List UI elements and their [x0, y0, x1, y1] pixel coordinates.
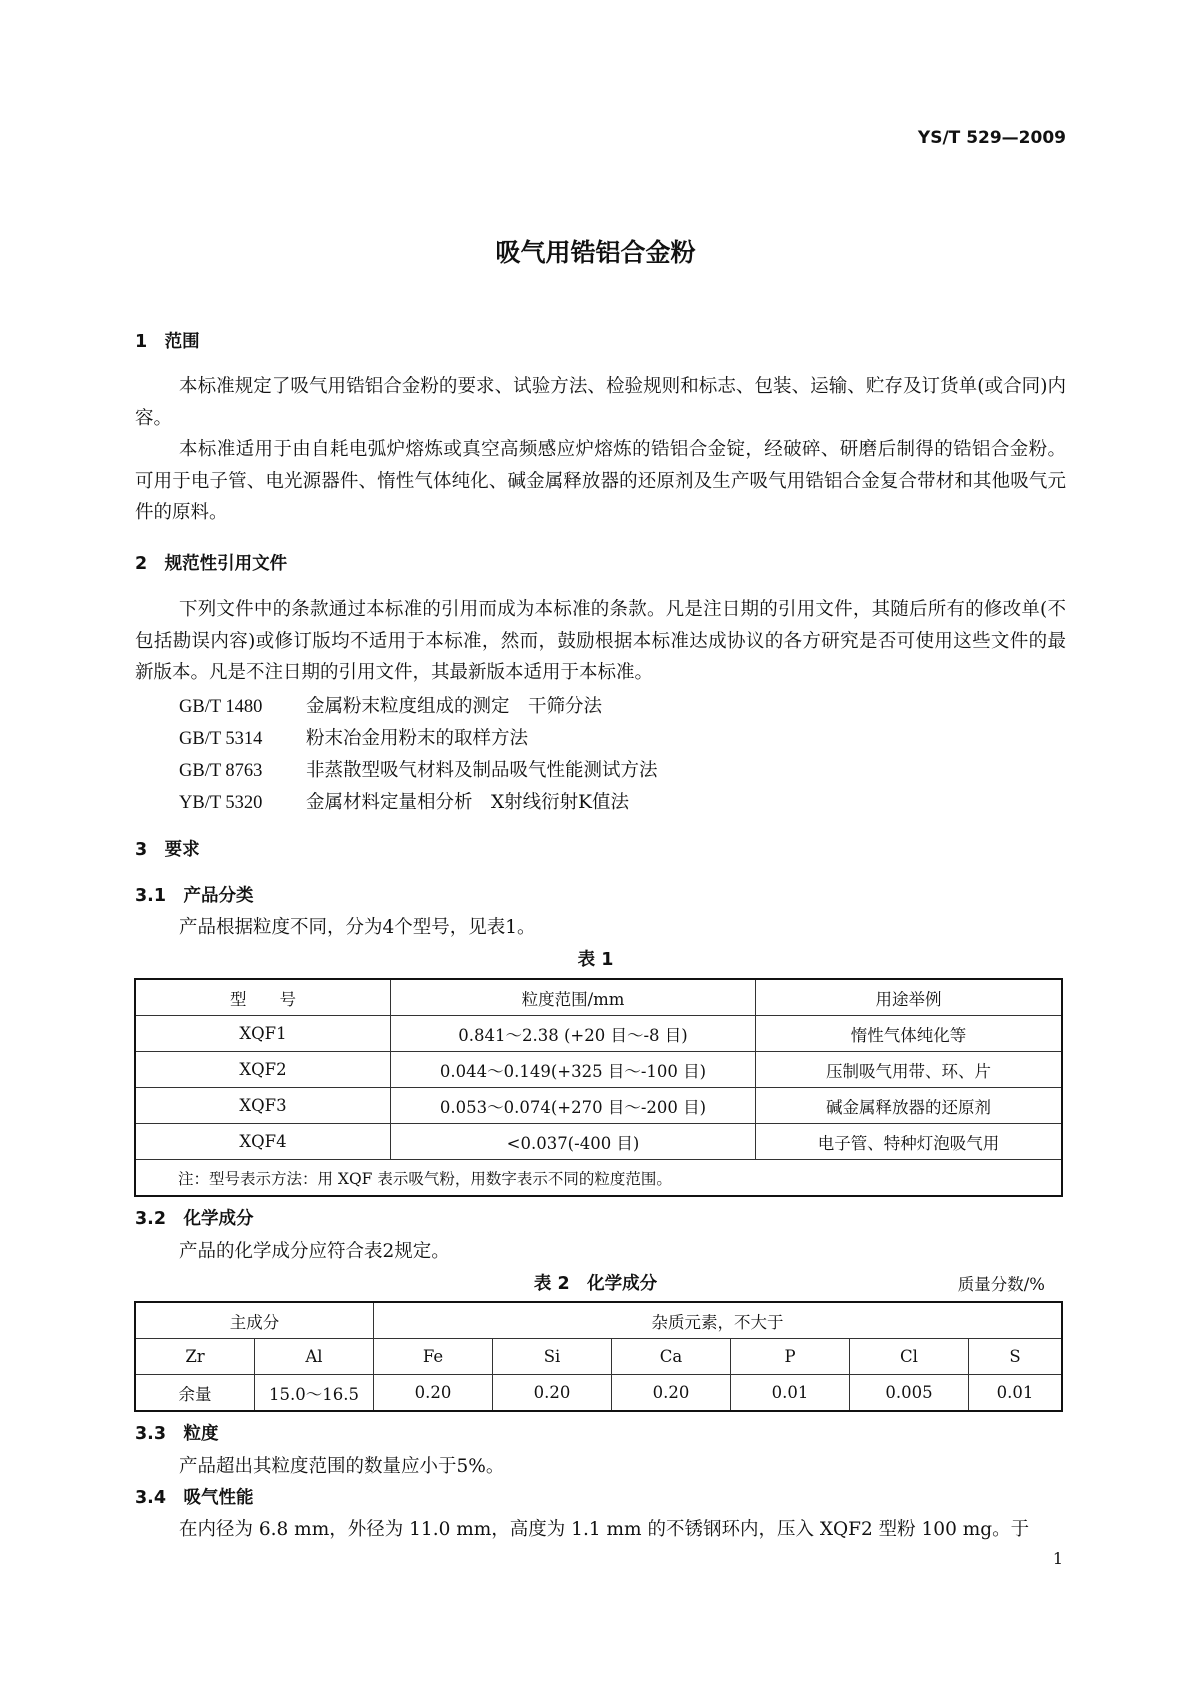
section-3-3-heading: 3.3 粒度: [135, 1424, 219, 1444]
section-2-heading: 2 规范性引用文件: [135, 554, 288, 574]
table-1: [134, 978, 1063, 1197]
table-2: [134, 1301, 1063, 1412]
table-header: 粒度范围/mm: [391, 979, 756, 1016]
table-header: 主成分: [135, 1302, 374, 1339]
reference-item: GB/T 5314 粉末冶金用粉末的取样方法: [179, 728, 529, 749]
table-row: XQF3 0.053～0.074(+270 目～-200 目) 碱金属释放器的还原剂: [135, 1088, 1062, 1124]
table-2-unit: 质量分数/%: [957, 1275, 1045, 1294]
section-1-heading: 1 范围: [135, 332, 200, 352]
section-2-para: 下列文件中的条款通过本标准的引用而成为本标准的条款。凡是注日期的引用文件，其随后所有的修改单(不包括勘误内容)或修订版均不适用于本标准，然而，鼓励根据本标准达成协议的各方研究是否可使用这些文件的最新版本。凡是不注日期的引用文件，其最新版本适用于本标准。: [135, 599, 1066, 683]
section-3-3-text: 产品超出其粒度范围的数量应小于5%。: [179, 1456, 505, 1477]
section-3-4-text: 在内径为 6.8 mm，外径为 11.0 mm，高度为 1.1 mm 的不锈钢环内，压入 XQF2 型粉 100 mg。于: [179, 1519, 1030, 1540]
table-row: 余量 15.0～16.5 0.20 0.20 0.20 0.01 0.005 0.01: [135, 1375, 1062, 1412]
section-3-heading: 3 要求: [135, 840, 200, 860]
table-header: 杂质元素，不大于: [374, 1302, 1063, 1339]
section-3-4-heading: 3.4 吸气性能: [135, 1488, 254, 1508]
table-2-caption: 表 2 化学成分: [533, 1274, 658, 1294]
table-1-note: 注：型号表示方法：用 XQF 表示吸气粉，用数字表示不同的粒度范围。: [135, 1160, 1062, 1197]
section-1-para-1: 本标准规定了吸气用锆铝合金粉的要求、试验方法、检验规则和标志、包装、运输、贮存及订货单(或合同)内容。: [135, 376, 1066, 429]
reference-item: GB/T 8763 非蒸散型吸气材料及制品吸气性能测试方法: [179, 760, 658, 781]
page-number: 1: [1052, 1549, 1063, 1568]
section-3-2-heading: 3.2 化学成分: [135, 1209, 254, 1229]
section-3-2-text: 产品的化学成分应符合表2规定。: [179, 1241, 450, 1262]
table-row: XQF4 <0.037(-400 目) 电子管、特种灯泡吸气用: [135, 1124, 1062, 1160]
table-1-caption: 表 1: [577, 950, 614, 970]
section-3-1-heading: 3.1 产品分类: [135, 886, 254, 906]
standard-code: YS/T 529—2009: [917, 128, 1066, 148]
table-header: 用途举例: [756, 979, 1063, 1016]
reference-item: YB/T 5320 金属材料定量相分析 X射线衍射K值法: [179, 792, 629, 813]
table-row: XQF2 0.044～0.149(+325 目～-100 目) 压制吸气用带、环、片: [135, 1052, 1062, 1088]
section-3-1-text: 产品根据粒度不同，分为4个型号，见表1。: [179, 917, 536, 938]
section-1-para-2: 本标准适用于由自耗电弧炉熔炼或真空高频感应炉熔炼的锆铝合金锭，经破碎、研磨后制得的锆铝合金粉。可用于电子管、电光源器件、惰性气体纯化、碱金属释放器的还原剂及生产吸气用锆铝合金复合带材和其他吸气元件的原料。: [135, 439, 1066, 523]
table-row: Zr Al Fe Si Ca P Cl S: [135, 1339, 1062, 1375]
page-title: 吸气用锆铝合金粉: [495, 238, 696, 267]
table-row: XQF1 0.841～2.38 (+20 目～-8 目) 惰性气体纯化等: [135, 1016, 1062, 1052]
table-header: 型 号: [135, 979, 391, 1016]
reference-item: GB/T 1480 金属粉末粒度组成的测定 干筛分法: [179, 696, 603, 717]
